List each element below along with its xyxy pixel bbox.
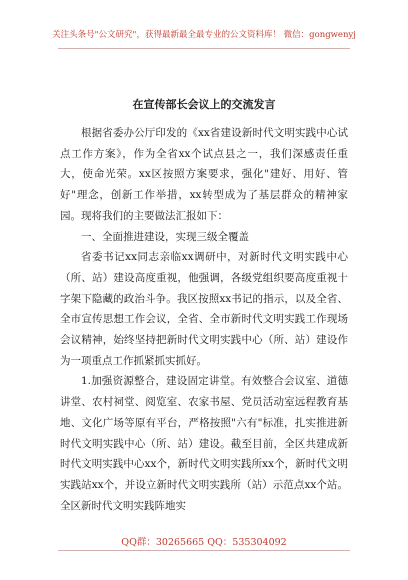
paragraph: 根据省委办公厅印发的《xx省建设新时代文明实践中心试点工作方案》，作为全省xx个试点县之一，我们深感责任重大，使命光荣。xx区按照方案要求，强化"建好、用好、管好"理念，创新工作举措，xx转型成为了基层群众的精神家园。现将我们的主要做法汇报如下： [60,127,348,222]
document-body [60,123,348,516]
footer-contact: QQ群：30265665 QQ：535304092 [121,537,287,548]
header-divider [58,48,350,49]
header-notice: 关注头条号"公文研究"，获得最新最全最专业的公文资料库！ 微信：gongwenyj [52,30,356,40]
document-title: 在宣传部长会议上的交流发言 [132,98,276,111]
section-heading: 一、全面推进建设，实现三级全覆盖 [81,230,249,243]
paragraph: 省委书记xx同志亲临xx调研中，对新时代文明实践中心（所、站）建设高度重视，他强调，各级党组织要高度重视十字架下隐藏的政治斗争。我区按照xx书记的指示，以及全省、全市宣传思想工作会议，全省、全市新时代文明实践工作现场会议精神，始终坚持把新时代文明实践中心（所、站）建设作为一项重点工作抓紧抓实抓好。 [60,251,348,367]
footer-divider [58,550,350,551]
paragraph: 1.加强资源整合，建设固定讲堂。有效整合会议室、道德讲堂、农村祠堂、阅览室、农家书屋、党员活动室远程教育基地、文化广场等原有平台，严格按照"六有"标准，扎实推进新时代文明实践中心（所、站）建设。截至目前，全区共建成新时代文明实践中心xx个，新时代文明实践所xx个，新时代文明实践站xx个，并设立新时代文明实践所（站）示范点xx个站。全区新时代文明实践阵地实 [60,375,348,512]
